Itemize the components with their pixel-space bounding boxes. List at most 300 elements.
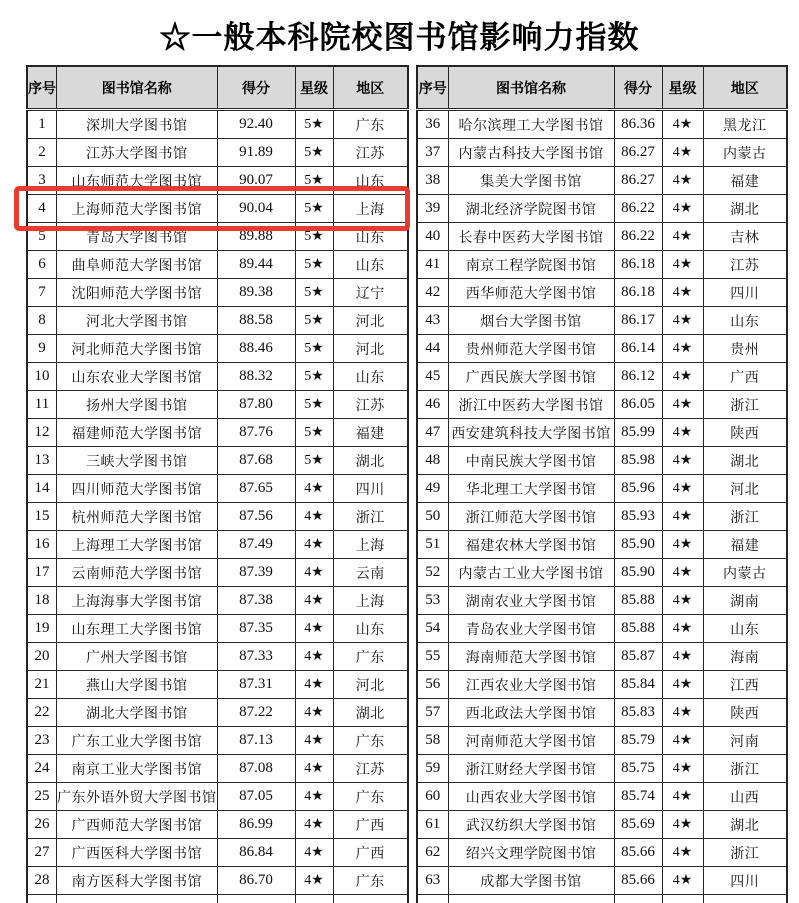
rank-cell: 58: [417, 727, 448, 755]
star-rating-cell: 5★: [295, 223, 333, 251]
region-cell: 福建: [333, 419, 408, 447]
empty-cell: [217, 895, 295, 903]
star-rating-cell: 4★: [295, 699, 333, 727]
region-cell: 河北: [703, 475, 787, 503]
region-cell: 江苏: [703, 251, 787, 279]
library-name-cell: 云南师范大学图书馆: [57, 559, 218, 587]
region-cell: 湖北: [703, 447, 787, 475]
score-cell: 85.84: [614, 671, 662, 699]
score-cell: 86.17: [614, 307, 662, 335]
table-row: [27, 783, 408, 811]
header-row: [27, 66, 408, 110]
score-cell: 86.36: [614, 110, 662, 139]
score-cell: 89.88: [217, 223, 295, 251]
star-rating-cell: 4★: [662, 167, 703, 195]
table-row: [27, 223, 408, 251]
region-cell: 河北: [333, 335, 408, 363]
rank-cell: 46: [417, 391, 448, 419]
score-cell: 88.58: [217, 307, 295, 335]
rank-cell: 15: [27, 503, 57, 531]
region-cell: 山东: [333, 363, 408, 391]
library-name-cell: 内蒙古工业大学图书馆: [448, 559, 614, 587]
score-cell: 86.22: [614, 195, 662, 223]
rank-cell: 45: [417, 363, 448, 391]
empty-cell: [448, 895, 614, 903]
library-name-cell: 青岛大学图书馆: [57, 223, 218, 251]
rank-cell: 56: [417, 671, 448, 699]
rank-cell: 11: [27, 391, 57, 419]
star-rating-cell: 4★: [662, 531, 703, 559]
rank-cell: 51: [417, 531, 448, 559]
score-cell: 87.08: [217, 755, 295, 783]
rank-cell: 36: [417, 110, 448, 139]
rank-cell: 48: [417, 447, 448, 475]
table-row: [27, 363, 408, 391]
table-row: [27, 279, 408, 307]
library-name-cell: 南京工程学院图书馆: [448, 251, 614, 279]
library-name-cell: 广州大学图书馆: [57, 643, 218, 671]
library-name-cell: 杭州师范大学图书馆: [57, 503, 218, 531]
star-rating-cell: 4★: [662, 811, 703, 839]
rank-cell: 6: [27, 251, 57, 279]
table-row: [417, 251, 787, 279]
region-cell: 内蒙古: [703, 139, 787, 167]
table-row: [27, 110, 408, 139]
library-name-cell: 曲阜师范大学图书馆: [57, 251, 218, 279]
table-row: [417, 811, 787, 839]
star-rating-cell: 5★: [295, 251, 333, 279]
region-cell: 浙江: [703, 839, 787, 867]
col-header-rank: 序号: [27, 66, 57, 110]
score-cell: 86.18: [614, 251, 662, 279]
library-name-cell: 长春中医药大学图书馆: [448, 223, 614, 251]
rank-cell: 62: [417, 839, 448, 867]
star-rating-cell: 4★: [295, 671, 333, 699]
region-cell: 江苏: [333, 391, 408, 419]
rank-cell: 42: [417, 279, 448, 307]
score-cell: 89.38: [217, 279, 295, 307]
table-row: [27, 251, 408, 279]
table-row: [417, 475, 787, 503]
table-row: [417, 223, 787, 251]
score-cell: 87.68: [217, 447, 295, 475]
region-cell: 广西: [333, 811, 408, 839]
library-name-cell: 广东工业大学图书馆: [57, 727, 218, 755]
col-header-score: 得分: [217, 66, 295, 110]
table-row: [27, 447, 408, 475]
star-rating-cell: 4★: [295, 783, 333, 811]
col-header-score: 得分: [614, 66, 662, 110]
star-rating-cell: 4★: [662, 475, 703, 503]
rank-cell: 37: [417, 139, 448, 167]
score-cell: 85.88: [614, 587, 662, 615]
rank-cell: 7: [27, 279, 57, 307]
library-name-cell: 西安建筑科技大学图书馆: [448, 419, 614, 447]
region-cell: 四川: [703, 279, 787, 307]
library-name-cell: 烟台大学图书馆: [448, 307, 614, 335]
region-cell: 湖北: [703, 195, 787, 223]
rank-cell: 3: [27, 167, 57, 195]
score-cell: 85.66: [614, 867, 662, 895]
table-row: [417, 419, 787, 447]
region-cell: 广东: [333, 727, 408, 755]
table-row: [417, 110, 787, 139]
region-cell: 广东: [333, 643, 408, 671]
star-rating-cell: 5★: [295, 110, 333, 139]
region-cell: 湖北: [703, 811, 787, 839]
rank-cell: 12: [27, 419, 57, 447]
table-row: [27, 139, 408, 167]
library-name-cell: 浙江师范大学图书馆: [448, 503, 614, 531]
library-name-cell: 江西农业大学图书馆: [448, 671, 614, 699]
table-row: [417, 363, 787, 391]
library-name-cell: 贵州师范大学图书馆: [448, 335, 614, 363]
region-cell: 浙江: [703, 391, 787, 419]
library-name-cell: 浙江中医药大学图书馆: [448, 391, 614, 419]
table-row: [27, 671, 408, 699]
table-row: [27, 755, 408, 783]
score-cell: 86.14: [614, 335, 662, 363]
table-row: [27, 195, 408, 223]
table-row: [27, 839, 408, 867]
library-name-cell: 广西民族大学图书馆: [448, 363, 614, 391]
star-rating-cell: 5★: [295, 419, 333, 447]
region-cell: 辽宁: [333, 279, 408, 307]
library-name-cell: 福建师范大学图书馆: [57, 419, 218, 447]
score-cell: 85.90: [614, 559, 662, 587]
star-rating-cell: 4★: [662, 503, 703, 531]
score-cell: 85.90: [614, 531, 662, 559]
rank-cell: 53: [417, 587, 448, 615]
table-row: [27, 531, 408, 559]
table-row: [27, 335, 408, 363]
rank-cell: 19: [27, 615, 57, 643]
region-cell: 山东: [703, 307, 787, 335]
library-name-cell: 山东理工大学图书馆: [57, 615, 218, 643]
empty-cell: [614, 895, 662, 903]
rank-cell: 16: [27, 531, 57, 559]
score-cell: 87.49: [217, 531, 295, 559]
empty-cell: [662, 895, 703, 903]
table-row: [417, 139, 787, 167]
star-rating-cell: 4★: [662, 335, 703, 363]
rank-cell: 4: [27, 195, 57, 223]
score-cell: 90.04: [217, 195, 295, 223]
star-rating-cell: 4★: [662, 727, 703, 755]
library-name-cell: 内蒙古科技大学图书馆: [448, 139, 614, 167]
score-cell: 87.35: [217, 615, 295, 643]
library-name-cell: 湖北大学图书馆: [57, 699, 218, 727]
rank-cell: 25: [27, 783, 57, 811]
region-cell: 广东: [333, 783, 408, 811]
empty-cell: [295, 895, 333, 903]
rank-cell: 63: [417, 867, 448, 895]
region-cell: 浙江: [703, 755, 787, 783]
col-header-region: 地区: [333, 66, 408, 110]
region-cell: 河南: [703, 727, 787, 755]
rank-cell: 20: [27, 643, 57, 671]
score-cell: 85.66: [614, 839, 662, 867]
library-name-cell: 武汉纺织大学图书馆: [448, 811, 614, 839]
star-rating-cell: 4★: [295, 867, 333, 895]
score-cell: 85.69: [614, 811, 662, 839]
region-cell: 贵州: [703, 335, 787, 363]
region-cell: 广西: [703, 363, 787, 391]
library-name-cell: 青岛农业大学图书馆: [448, 615, 614, 643]
region-cell: 广东: [333, 110, 408, 139]
score-cell: 87.65: [217, 475, 295, 503]
rank-cell: 61: [417, 811, 448, 839]
score-cell: 86.99: [217, 811, 295, 839]
region-cell: 吉林: [703, 223, 787, 251]
region-cell: 山东: [333, 251, 408, 279]
region-cell: 广西: [333, 839, 408, 867]
score-cell: 88.46: [217, 335, 295, 363]
score-cell: 85.88: [614, 615, 662, 643]
library-name-cell: 河北大学图书馆: [57, 307, 218, 335]
library-name-cell: 山西农业大学图书馆: [448, 783, 614, 811]
rank-cell: 24: [27, 755, 57, 783]
empty-cell: [27, 895, 57, 903]
rank-cell: 39: [417, 195, 448, 223]
table-row: [417, 531, 787, 559]
rank-cell: 27: [27, 839, 57, 867]
star-rating-cell: 4★: [662, 671, 703, 699]
region-cell: 浙江: [703, 503, 787, 531]
region-cell: 福建: [703, 167, 787, 195]
score-cell: 92.40: [217, 110, 295, 139]
right-ranking-table: [416, 65, 788, 903]
rank-cell: 44: [417, 335, 448, 363]
star-rating-cell: 5★: [295, 363, 333, 391]
score-cell: 88.32: [217, 363, 295, 391]
table-row: [27, 503, 408, 531]
score-cell: 90.07: [217, 167, 295, 195]
region-cell: 山东: [333, 167, 408, 195]
star-rating-cell: 5★: [295, 279, 333, 307]
table-row: [27, 867, 408, 895]
rank-cell: 2: [27, 139, 57, 167]
rank-cell: 57: [417, 699, 448, 727]
library-name-cell: 广西师范大学图书馆: [57, 811, 218, 839]
rank-cell: 21: [27, 671, 57, 699]
library-name-cell: 哈尔滨理工大学图书馆: [448, 110, 614, 139]
star-rating-cell: 4★: [662, 139, 703, 167]
library-name-cell: 深圳大学图书馆: [57, 110, 218, 139]
score-cell: 89.44: [217, 251, 295, 279]
library-name-cell: 绍兴文理学院图书馆: [448, 839, 614, 867]
score-cell: 85.83: [614, 699, 662, 727]
rank-cell: 17: [27, 559, 57, 587]
region-cell: 内蒙古: [703, 559, 787, 587]
region-cell: 湖北: [333, 447, 408, 475]
rank-cell: 38: [417, 167, 448, 195]
table-row: [27, 559, 408, 587]
star-rating-cell: 4★: [662, 110, 703, 139]
region-cell: 福建: [703, 531, 787, 559]
library-name-cell: 华北理工大学图书馆: [448, 475, 614, 503]
table-row: [27, 811, 408, 839]
rank-cell: 49: [417, 475, 448, 503]
score-cell: 87.39: [217, 559, 295, 587]
region-cell: 上海: [333, 531, 408, 559]
library-name-cell: 上海理工大学图书馆: [57, 531, 218, 559]
star-rating-cell: 4★: [662, 615, 703, 643]
col-header-stars: 星级: [662, 66, 703, 110]
library-name-cell: 西华师范大学图书馆: [448, 279, 614, 307]
score-cell: 85.75: [614, 755, 662, 783]
score-cell: 85.74: [614, 783, 662, 811]
left-ranking-table: [26, 65, 409, 903]
star-rating-cell: 4★: [662, 195, 703, 223]
rank-cell: 14: [27, 475, 57, 503]
table-row: [417, 391, 787, 419]
table-row: [417, 643, 787, 671]
star-rating-cell: 5★: [295, 335, 333, 363]
library-name-cell: 三峡大学图书馆: [57, 447, 218, 475]
star-rating-cell: 4★: [295, 559, 333, 587]
rank-cell: 1: [27, 110, 57, 139]
score-cell: 86.22: [614, 223, 662, 251]
region-cell: 山东: [703, 615, 787, 643]
region-cell: 江苏: [333, 139, 408, 167]
star-rating-cell: 4★: [662, 307, 703, 335]
star-rating-cell: 4★: [295, 839, 333, 867]
library-name-cell: 浙江财经大学图书馆: [448, 755, 614, 783]
region-cell: 四川: [333, 475, 408, 503]
region-cell: 黑龙江: [703, 110, 787, 139]
star-rating-cell: 4★: [295, 531, 333, 559]
table-row: [417, 167, 787, 195]
empty-cell: [417, 895, 448, 903]
star-rating-cell: 5★: [295, 167, 333, 195]
region-cell: 江西: [703, 671, 787, 699]
score-cell: 87.22: [217, 699, 295, 727]
star-rating-cell: 4★: [662, 559, 703, 587]
star-rating-cell: 4★: [295, 755, 333, 783]
rank-cell: 18: [27, 587, 57, 615]
star-rating-cell: 4★: [662, 391, 703, 419]
score-cell: 87.38: [217, 587, 295, 615]
library-name-cell: 上海海事大学图书馆: [57, 587, 218, 615]
rank-cell: 28: [27, 867, 57, 895]
table-row: [27, 699, 408, 727]
star-rating-cell: 4★: [295, 615, 333, 643]
library-name-cell: 广西医科大学图书馆: [57, 839, 218, 867]
score-cell: 86.70: [217, 867, 295, 895]
region-cell: 陕西: [703, 419, 787, 447]
table-row: [417, 671, 787, 699]
region-cell: 山东: [333, 615, 408, 643]
region-cell: 海南: [703, 643, 787, 671]
region-cell: 江苏: [333, 755, 408, 783]
star-rating-cell: 5★: [295, 391, 333, 419]
table-row: [27, 167, 408, 195]
rank-cell: 43: [417, 307, 448, 335]
library-name-cell: 福建农林大学图书馆: [448, 531, 614, 559]
table-row: [417, 195, 787, 223]
rank-cell: 54: [417, 615, 448, 643]
library-name-cell: 湖北经济学院图书馆: [448, 195, 614, 223]
partial-row: [27, 895, 408, 903]
ranking-tables: [26, 65, 788, 903]
library-name-cell: 南方医科大学图书馆: [57, 867, 218, 895]
region-cell: 山东: [333, 223, 408, 251]
rank-cell: 22: [27, 699, 57, 727]
rank-cell: 13: [27, 447, 57, 475]
star-rating-cell: 4★: [662, 223, 703, 251]
library-name-cell: 集美大学图书馆: [448, 167, 614, 195]
star-rating-cell: 4★: [662, 783, 703, 811]
empty-cell: [57, 895, 218, 903]
star-rating-cell: 5★: [295, 447, 333, 475]
rank-cell: 41: [417, 251, 448, 279]
col-header-region: 地区: [703, 66, 787, 110]
library-name-cell: 广东外语外贸大学图书馆: [57, 783, 218, 811]
rank-cell: 26: [27, 811, 57, 839]
rank-cell: 8: [27, 307, 57, 335]
region-cell: 四川: [703, 867, 787, 895]
library-name-cell: 西北政法大学图书馆: [448, 699, 614, 727]
star-rating-cell: 4★: [295, 811, 333, 839]
score-cell: 85.87: [614, 643, 662, 671]
region-cell: 湖北: [333, 699, 408, 727]
library-name-cell: 湖南农业大学图书馆: [448, 587, 614, 615]
table-row: [417, 279, 787, 307]
star-rating-cell: 5★: [295, 195, 333, 223]
library-name-cell: 山东师范大学图书馆: [57, 167, 218, 195]
table-row: [417, 783, 787, 811]
star-rating-cell: 4★: [295, 475, 333, 503]
library-name-cell: 扬州大学图书馆: [57, 391, 218, 419]
table-row: [417, 615, 787, 643]
header-row: [417, 66, 787, 110]
table-row: [27, 615, 408, 643]
score-cell: 85.96: [614, 475, 662, 503]
score-cell: 87.13: [217, 727, 295, 755]
star-rating-cell: 4★: [662, 699, 703, 727]
score-cell: 87.56: [217, 503, 295, 531]
score-cell: 85.99: [614, 419, 662, 447]
region-cell: 广东: [333, 867, 408, 895]
star-rating-cell: 4★: [662, 839, 703, 867]
rank-cell: 23: [27, 727, 57, 755]
library-name-cell: 中南民族大学图书馆: [448, 447, 614, 475]
table-row: [417, 587, 787, 615]
region-cell: 湖南: [703, 587, 787, 615]
star-rating-cell: 4★: [662, 643, 703, 671]
table-row: [417, 727, 787, 755]
rank-cell: 59: [417, 755, 448, 783]
star-rating-cell: 4★: [662, 755, 703, 783]
score-cell: 86.84: [217, 839, 295, 867]
star-rating-cell: 4★: [295, 643, 333, 671]
star-rating-cell: 4★: [295, 503, 333, 531]
table-row: [27, 391, 408, 419]
score-cell: 86.18: [614, 279, 662, 307]
table-row: [417, 867, 787, 895]
table-row: [27, 587, 408, 615]
region-cell: 河北: [333, 671, 408, 699]
star-rating-cell: 4★: [662, 587, 703, 615]
table-row: [27, 475, 408, 503]
partial-row: [417, 895, 787, 903]
library-name-cell: 燕山大学图书馆: [57, 671, 218, 699]
library-name-cell: 海南师范大学图书馆: [448, 643, 614, 671]
table-row: [27, 419, 408, 447]
rank-cell: 40: [417, 223, 448, 251]
region-cell: 上海: [333, 587, 408, 615]
